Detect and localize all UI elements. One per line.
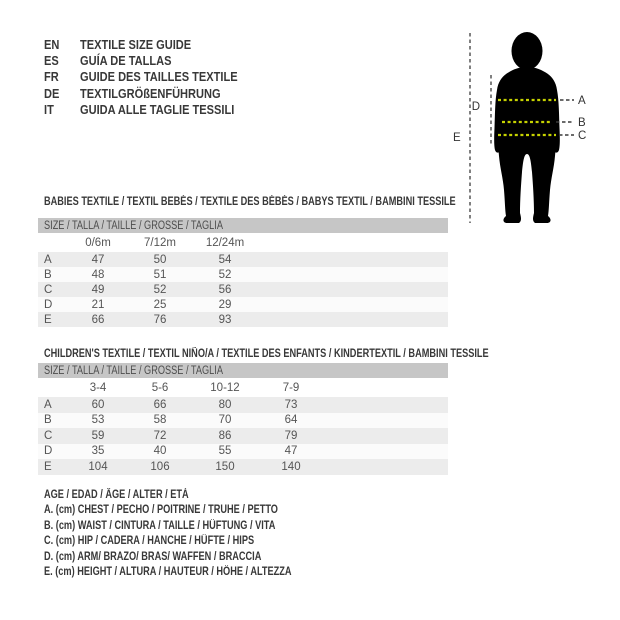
figure-label-e: E (453, 132, 461, 144)
cell: 66 (153, 398, 167, 411)
lang-row-de (44, 85, 265, 101)
lang-code: ES (44, 52, 59, 68)
table-row (38, 312, 448, 327)
cell: 76 (153, 313, 167, 326)
children-column-headers (38, 378, 448, 397)
table-row (38, 297, 448, 312)
figure-label-b: B (578, 117, 586, 129)
legend-line-age: AGE / EDAD / ÂGE / ALTER / ETÀ (44, 489, 189, 501)
row-label: D (44, 298, 53, 311)
cell: 47 (91, 253, 105, 266)
legend-line-waist: B. (cm) WAIST / CINTURA / TAILLE / HÜFTUNG / VITA (44, 519, 276, 532)
lang-title: GUÍA DE TALLAS (80, 52, 172, 68)
language-list (44, 36, 265, 117)
lang-title: TEXTILGRÖßENFÜHRUNG (80, 85, 221, 101)
cell: 47 (284, 445, 298, 458)
table-row (38, 428, 448, 444)
cell: 104 (88, 460, 108, 473)
col-header: 10-12 (210, 381, 240, 394)
col-header: 7/12m (144, 236, 176, 249)
cell: 50 (153, 253, 167, 266)
cell: 55 (218, 445, 232, 458)
cell: 25 (153, 298, 167, 311)
table-row (38, 459, 448, 475)
col-header: 0/6m (85, 236, 111, 249)
table-row (38, 397, 448, 413)
cell: 79 (284, 429, 298, 442)
child-silhouette-icon (494, 32, 560, 223)
cell: 72 (153, 429, 167, 442)
cell: 60 (91, 398, 105, 411)
col-header: 7-9 (282, 381, 300, 394)
lang-row-fr (44, 69, 265, 85)
row-label: C (44, 429, 53, 442)
babies-heading-text: BABIES TEXTILE / TEXTIL BEBÉS / TEXTILE DES BÉBÉS / BABYS TEXTIL / BAMBINI TESSILE (44, 196, 456, 208)
lang-title: GUIDA ALLE TAGLIE TESSILI (80, 101, 235, 117)
babies-section-heading (44, 196, 559, 208)
cell: 53 (91, 414, 105, 427)
cell: 73 (284, 398, 298, 411)
cell: 51 (153, 268, 167, 281)
cell: 66 (91, 313, 105, 326)
lang-title: TEXTILE SIZE GUIDE (80, 36, 192, 52)
cell: 86 (218, 429, 232, 442)
babies-column-headers (38, 233, 448, 252)
lang-title: GUIDE DES TAILLES TEXTILE (80, 69, 238, 85)
table-row (38, 267, 448, 282)
children-heading-text: CHILDREN'S TEXTILE / TEXTIL NIÑO/A / TEXTILE DES ENFANTS / KINDERTEXTIL / BAMBINI TESSILE (44, 348, 489, 360)
cell: 54 (218, 253, 232, 266)
children-size-table (38, 363, 448, 475)
row-label: B (44, 414, 52, 427)
cell: 52 (218, 268, 232, 281)
babies-size-header-bar (38, 218, 448, 233)
cell: 59 (91, 429, 105, 442)
children-size-header-bar (38, 363, 448, 378)
lang-code: DE (44, 85, 60, 101)
col-header: 12/24m (205, 236, 245, 249)
cell: 29 (218, 298, 232, 311)
figure-label-c: C (578, 130, 587, 142)
row-label: D (44, 445, 53, 458)
lang-row-es (44, 52, 265, 68)
table-row (38, 413, 448, 429)
cell: 52 (153, 283, 167, 296)
table-row (38, 444, 448, 460)
cell: 140 (281, 460, 301, 473)
cell: 40 (153, 445, 167, 458)
cell: 150 (215, 460, 235, 473)
measurement-legend (44, 489, 353, 581)
legend-line-arm: D. (cm) ARM/ BRAZO/ BRAS/ WAFFEN / BRACCIA (44, 550, 262, 563)
table-row (38, 282, 448, 297)
legend-line-chest: A. (cm) CHEST / PECHO / POITRINE / TRUHE / PETTO (44, 504, 278, 517)
legend-line-hip: C. (cm) HIP / CADERA / HANCHE / HÜFTE / HIPS (44, 535, 255, 548)
row-label: A (44, 398, 52, 411)
cell: 21 (91, 298, 105, 311)
row-label: B (44, 268, 52, 281)
lang-code: EN (44, 36, 60, 52)
lang-code: FR (44, 69, 59, 85)
cell: 56 (218, 283, 232, 296)
col-header: 3-4 (89, 381, 107, 394)
lang-code: IT (44, 101, 54, 117)
row-label: A (44, 253, 52, 266)
lang-row-it (44, 101, 265, 117)
cell: 48 (91, 268, 105, 281)
col-header: 5-6 (151, 381, 169, 394)
cell: 35 (91, 445, 105, 458)
babies-size-table (38, 218, 448, 327)
figure-label-a: A (578, 95, 586, 107)
cell: 58 (153, 414, 167, 427)
cell: 93 (218, 313, 232, 326)
cell: 70 (218, 414, 232, 427)
legend-line-height: E. (cm) HEIGHT / ALTURA / HAUTEUR / HÖHE / ALTEZZA (44, 565, 292, 578)
size-header-text: SIZE / TALLA / TAILLE / GRÖSSE / TAGLIA (44, 219, 223, 232)
cell: 106 (150, 460, 170, 473)
table-row (38, 252, 448, 267)
cell: 80 (218, 398, 232, 411)
row-label: C (44, 283, 53, 296)
children-section-heading (44, 348, 600, 360)
row-label: E (44, 460, 52, 473)
figure-label-d: D (471, 101, 480, 113)
lang-row-en (44, 36, 265, 52)
cell: 49 (91, 283, 105, 296)
size-header-text: SIZE / TALLA / TAILLE / GRÖSSE / TAGLIA (44, 364, 223, 377)
row-label: E (44, 313, 52, 326)
cell: 64 (284, 414, 298, 427)
